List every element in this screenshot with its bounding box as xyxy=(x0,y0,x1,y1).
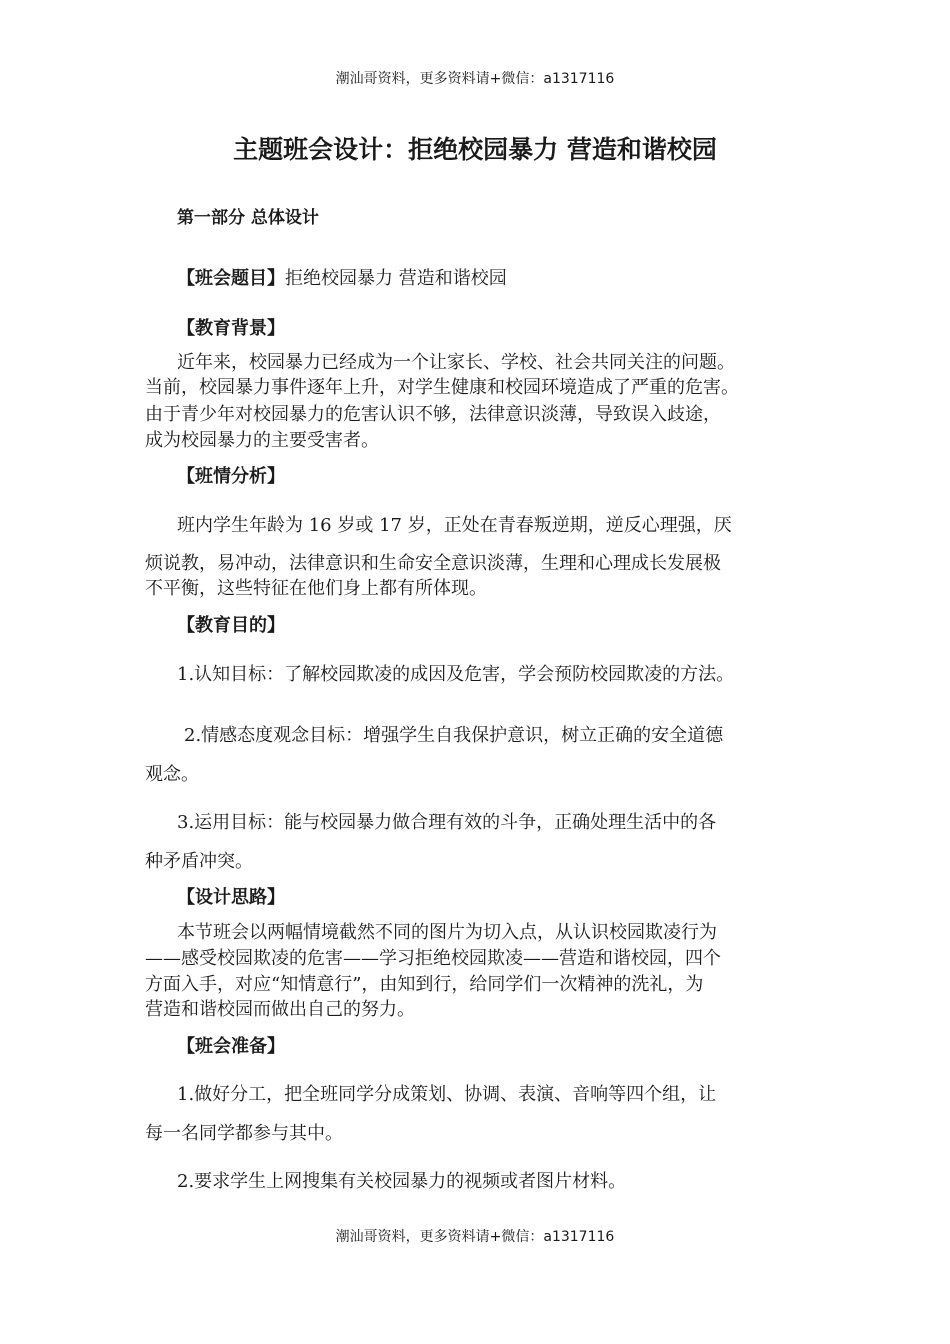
paragraph-line: 观念。 xyxy=(145,764,199,785)
paragraph-line: 每一名同学都参与其中。 xyxy=(145,1123,343,1144)
paragraph-line: 2.要求学生上网搜集有关校园暴力的视频或者图片材料。 xyxy=(177,1171,627,1192)
part-heading: 第一部分 总体设计 xyxy=(177,208,319,228)
paragraph-line: 由于青少年对校园暴力的危害认识不够，法律意识淡薄，导致误入歧途， xyxy=(145,404,721,425)
section-label-goals: 【教育目的】 xyxy=(177,615,285,636)
paragraph-line: 班内学生年龄为 16 岁或 17 岁，正处在青春叛逆期，逆反心理强，厌 xyxy=(177,515,732,536)
document-title: 主题班会设计：拒绝校园暴力 营造和谐校园 xyxy=(233,135,717,164)
paragraph-line: 烦说教，易冲动，法律意识和生命安全意识淡薄，生理和心理成长发展极 xyxy=(145,553,721,574)
paragraph-line: 方面入手，对应“知情意行”，由知到行，给同学们一次精神的洗礼，为 xyxy=(145,974,704,995)
paragraph-line: 营造和谐校园而做出自己的努力。 xyxy=(145,999,415,1020)
paragraph-line: 1.做好分工，把全班同学分成策划、协调、表演、音响等四个组，让 xyxy=(177,1084,717,1105)
topic-text: 拒绝校园暴力 营造和谐校园 xyxy=(285,268,507,289)
paragraph-line: 种矛盾冲突。 xyxy=(145,851,253,872)
section-label-design: 【设计思路】 xyxy=(177,887,285,908)
section-label-analysis: 【班情分析】 xyxy=(177,466,285,487)
paragraph-line: 3.运用目标：能与校园暴力做合理有效的斗争，正确处理生活中的各 xyxy=(177,812,717,833)
paragraph-line: 近年来，校园暴力已经成为一个让家长、学校、社会共同关注的问题。 xyxy=(177,352,735,373)
section-label-background: 【教育背景】 xyxy=(177,318,285,339)
paragraph-line: 2.情感态度观念目标：增强学生自我保护意识，树立正确的安全道德 xyxy=(184,725,724,746)
paragraph-line: 1.认知目标：了解校园欺凌的成因及危害，学会预防校园欺凌的方法。 xyxy=(177,664,735,685)
section-label-prep: 【班会准备】 xyxy=(177,1036,285,1057)
paragraph-line: 成为校园暴力的主要受害者。 xyxy=(145,430,379,451)
page-header: 潮汕哥资料，更多资料请+微信：a1317116 xyxy=(335,71,615,87)
paragraph-line: ——感受校园欺凌的危害——学习拒绝校园欺凌——营造和谐校园，四个 xyxy=(145,948,721,969)
paragraph-line: 不平衡，这些特征在他们身上都有所体现。 xyxy=(145,578,487,599)
page-footer: 潮汕哥资料，更多资料请+微信：a1317116 xyxy=(335,1229,615,1245)
paragraph-line: 当前，校园暴力事件逐年上升，对学生健康和校园环境造成了严重的危害。 xyxy=(145,377,739,398)
paragraph-line: 本节班会以两幅情境截然不同的图片为切入点，从认识校园欺凌行为 xyxy=(177,922,717,943)
topic-label: 【班会题目】 xyxy=(177,268,285,289)
topic-line xyxy=(177,264,507,290)
